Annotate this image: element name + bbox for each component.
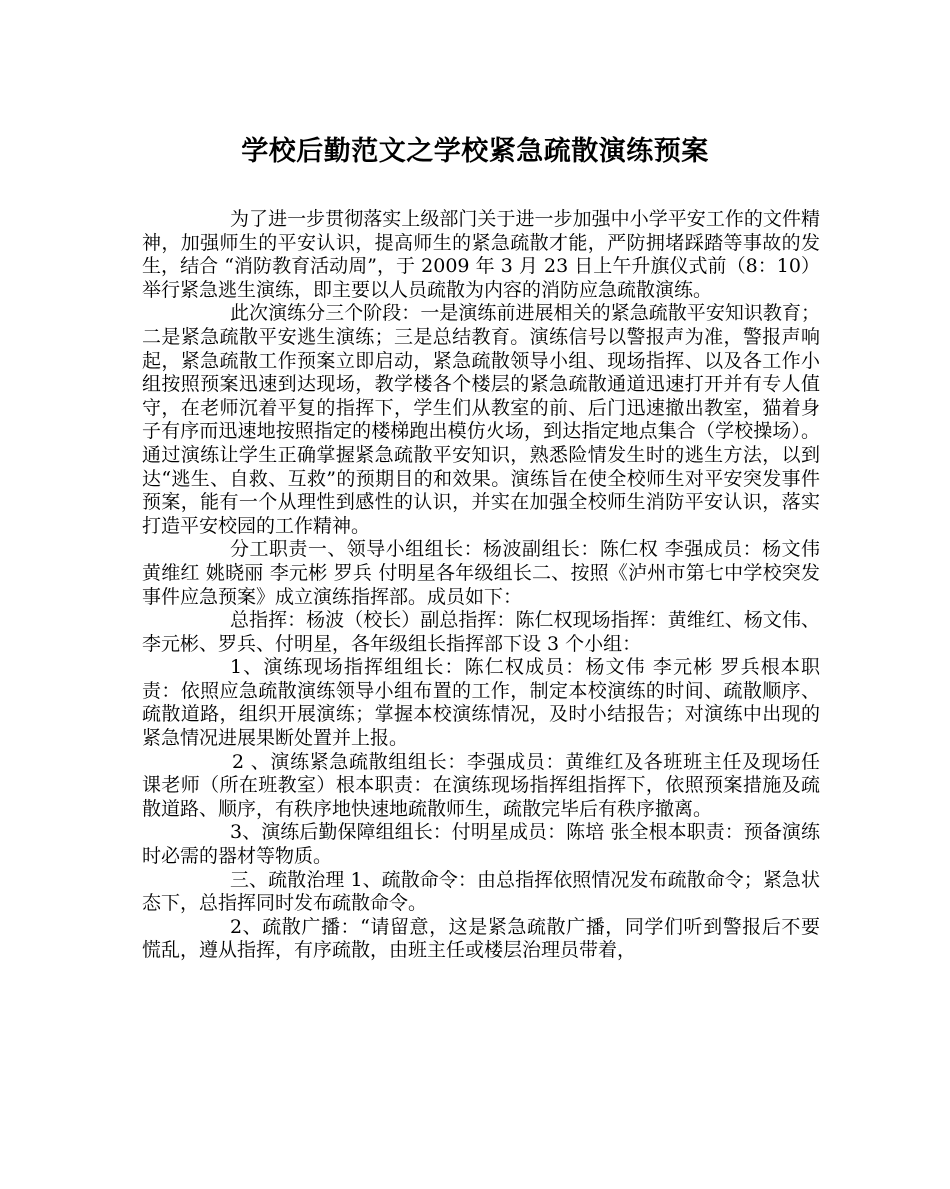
paragraph-intro: 为了进一步贯彻落实上级部门关于进一步加强中小学平安工作的文件精神，加强师生的平安认识，提高师生的紧急疏散才能，严防拥堵踩踏等事故的发生，结合 “消防教育活动周”，于 2009 年 3 月 23 日上午升旗仪式前（8：10）举行紧急逃生演练，即主要以人员疏散为内容的消防应急疏散演练。 bbox=[142, 208, 820, 301]
paragraph-evacuation-order: 三、疏散治理 1、疏散命令：由总指挥依照情况发布疏散命令；紧急状态下，总指挥同时发布疏散命令。 bbox=[142, 868, 820, 915]
document-title: 学校后勤范文之学校紧急疏散演练预案 bbox=[241, 136, 709, 167]
paragraph-group-3: 3、演练后勤保障组组长：付明星成员：陈培 张全根本职责：预备演练时必需的器材等物质。 bbox=[142, 821, 820, 868]
paragraph-division: 分工职责一、领导小组组长：杨波副组长：陈仁权 李强成员：杨文伟 黄维红 姚晓丽 李元彬 罗兵 付明星各年级组长二、按照《泸州市第七中学校突发事件应急预案》成立演练指挥部。成员如下： bbox=[142, 538, 820, 608]
paragraph-broadcast: 2、疏散广播：“请留意，这是紧急疏散广播，同学们听到警报后不要慌乱，遵从指挥，有序疏散，由班主任或楼层治理员带着， bbox=[142, 915, 820, 962]
paragraph-group-2: 2 、演练紧急疏散组组长：李强成员：黄维红及各班班主任及现场任课老师（所在班教室）根本职责：在演练现场指挥组指挥下，依照预案措施及疏散道路、顺序，有秩序地快速地疏散师生，疏散完毕后有秩序撤离。 bbox=[142, 750, 820, 820]
paragraph-group-1: 1、演练现场指挥组组长：陈仁权成员：杨文伟 李元彬 罗兵根本职责：依照应急疏散演练领导小组布置的工作，制定本校演练的时间、疏散顺序、疏散道路，组织开展演练；掌握本校演练情况，及时小结报告；对演练中出现的紧急情况进展果断处置并上报。 bbox=[142, 656, 820, 750]
document-body bbox=[142, 208, 820, 963]
paragraph-commander: 总指挥：杨波（校长）副总指挥：陈仁权现场指挥：黄维红、杨文伟、李元彬、罗兵、付明星，各年级组长指挥部下设 3 个小组： bbox=[142, 609, 820, 655]
paragraph-stages: 此次演练分三个阶段：一是演练前进展相关的紧急疏散平安知识教育；二是紧急疏散平安逃生演练；三是总结教育。演练信号以警报声为准，警报声响起，紧急疏散工作预案立即启动，紧急疏散领导小组、现场指挥、以及各工作小组按照预案迅速到达现场，教学楼各个楼层的紧急疏散通道迅速打开并有专人值守，在老师沉着平复的指挥下，学生们从教室的前、后门迅速撤出教室，猫着身子有序而迅速地按照指定的楼梯跑出模仿火场，到达指定地点集合（学校操场）。通过演练让学生正确掌握紧急疏散平安知识，熟悉险情发生时的逃生方法，以到达“逃生、自救、互救”的预期目的和效果。演练旨在使全校师生对平安突发事件预案，能有一个从理性到感性的认识，并实在加强全校师生消防平安认识，落实打造平安校园的工作精神。 bbox=[142, 302, 820, 537]
